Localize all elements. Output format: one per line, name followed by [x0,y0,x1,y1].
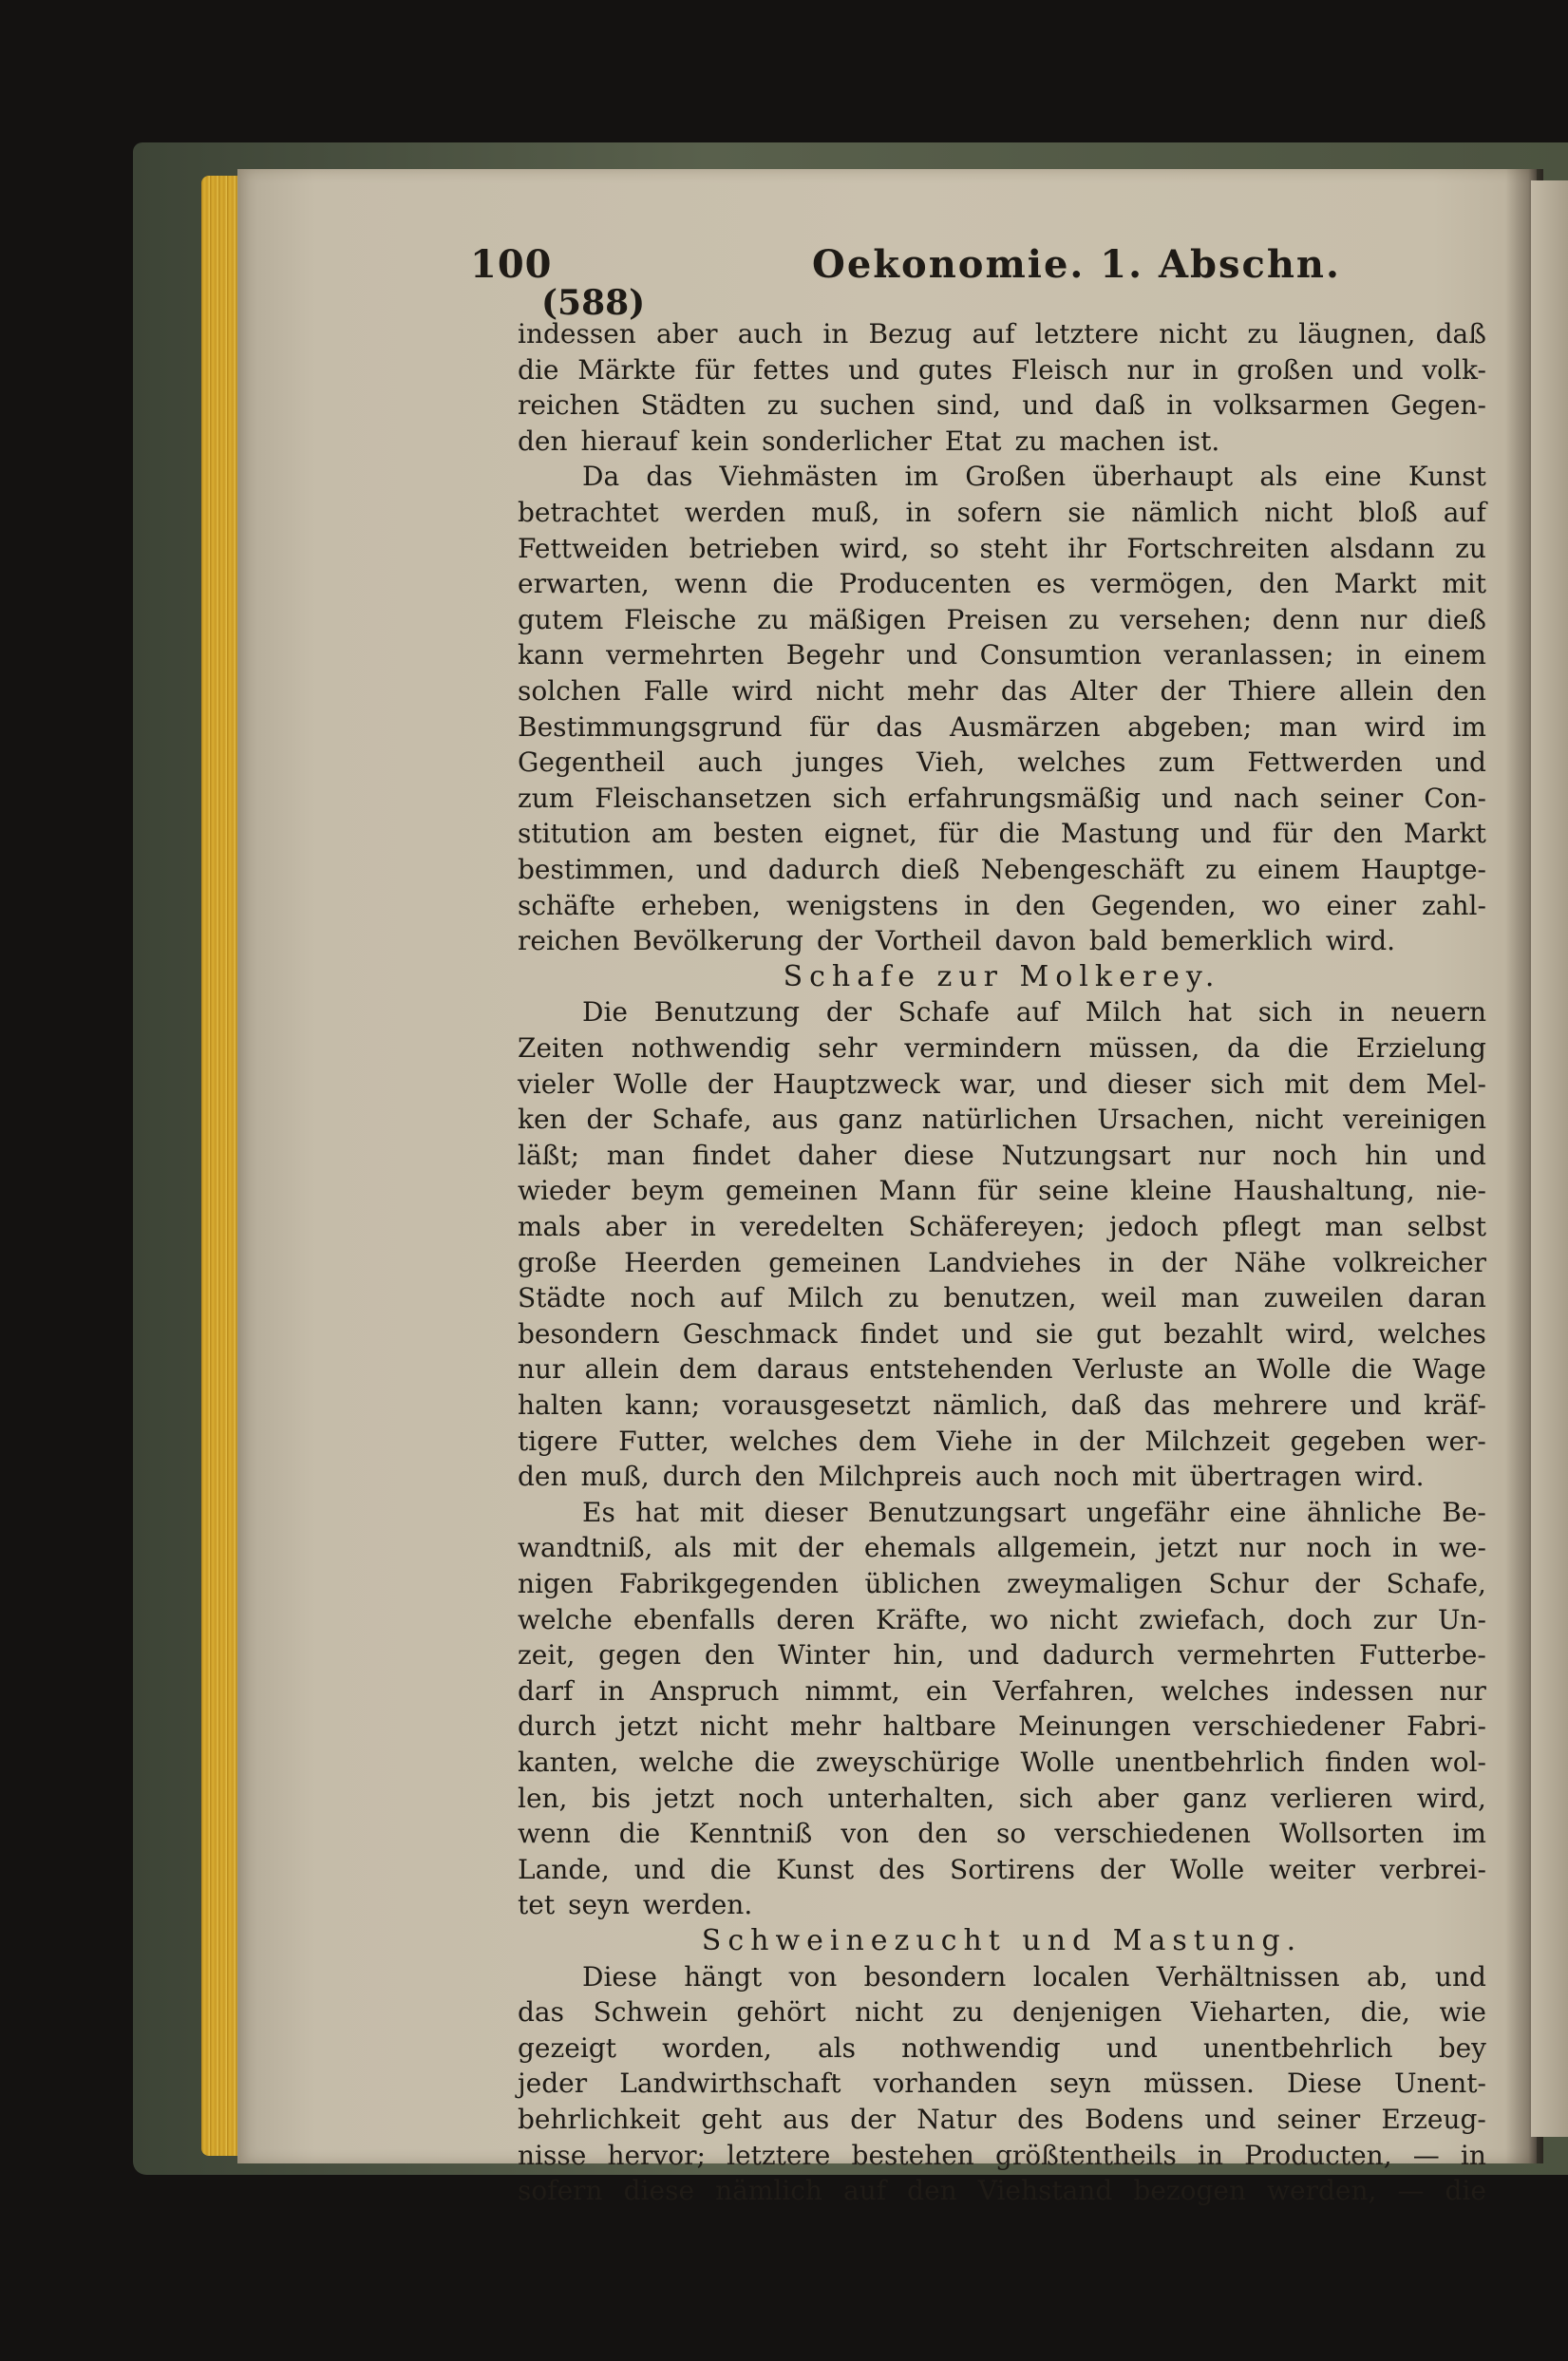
text-line: ken der Schafe, aus ganz natürlichen Ursachen, nicht vereinigen [518,1104,1486,1136]
text-line: betrachtet werden muß, in sofern sie nämlich nicht bloß auf [518,497,1486,528]
text-line: mals aber in veredelten Schäfereyen; jedoch pflegt man selbst [518,1211,1486,1242]
text-line: sofern diese nämlich auf den Viehstand bezogen werden, — die [518,2175,1486,2207]
text-line: kann vermehrten Begehr und Consumtion veranlassen; in einem [518,639,1486,671]
text-line: tigere Futter, welches dem Viehe in der Milchzeit gegeben wer- [518,1425,1486,1457]
text-line: nisse hervor; letztere bestehen größtentheils in Producten, — in [518,2139,1486,2171]
text-line: Fettweiden betrieben wird, so steht ihr Fortschreiten alsdann zu [518,532,1486,564]
text-line: Bestimmungsgrund für das Ausmärzen abgeben; man wird im [518,710,1486,743]
text-line: halten kann; vorausgesetzt nämlich, daß das mehrere und kräf- [518,1389,1486,1421]
text-line: solchen Falle wird nicht mehr das Alter der Thiere allein den [518,675,1486,707]
text-line: den muß, durch den Milchpreis auch noch mit übertragen wird. [518,1461,1425,1493]
signature-mark: (588) [541,283,646,323]
text-line: das Schwein gehört nicht zu denjenigen Vieharten, die, wie [518,1996,1486,2029]
text-line: Lande, und die Kunst des Sortirens der Wolle weiter verbrei- [518,1853,1486,1885]
text-line: reichen Bevölkerung der Vortheil davon bald bemerklich wird. [518,925,1396,957]
text-line: gutem Fleische zu mäßigen Preisen zu versehen; denn nur dieß [518,603,1486,635]
text-line: schäfte erheben, wenigstens in den Gegenden, wo einer zahl- [518,889,1486,921]
text-line: wenn die Kenntniß von den so verschiedenen Wollsorten im [518,1818,1486,1850]
text-line: tet seyn werden. [518,1889,753,1921]
section-heading: Schafe zur Molkerey. [783,959,1221,993]
text-line: durch jetzt nicht mehr haltbare Meinungen verschiedener Fabri- [518,1710,1486,1743]
text-line: Zeiten nothwendig sehr vermindern müssen, da die Erzielung [518,1032,1486,1064]
text-line: wandtniß, als mit der ehemals allgemein, jetzt nur noch in we- [518,1532,1486,1564]
text-line: nur allein dem daraus entstehenden Verluste an Wolle die Wage [518,1353,1486,1386]
paragraph-first-line: Die Benutzung der Schafe auf Milch hat sich in neuern [582,996,1486,1029]
text-line: nigen Fabrikgegenden üblichen zweymaligen Schur der Schafe, [518,1568,1486,1599]
text-line: welche ebenfalls deren Kräfte, wo nicht zwiefach, doch zur Un- [518,1603,1486,1635]
text-line: besondern Geschmack findet und sie gut bezahlt wird, welches [518,1317,1486,1350]
running-head: Oekonomie. 1. Abschn. [812,242,1341,287]
text-line: bestimmen, und dadurch dieß Nebengeschäft zu einem Hauptge- [518,854,1486,885]
text-line: jeder Landwirthschaft vorhanden seyn müssen. Diese Unent- [518,2068,1486,2100]
text-line: indessen aber auch in Bezug auf letztere nicht zu läugnen, daß [518,318,1486,349]
text-line: wieder beym gemeinen Mann für seine kleine Haushaltung, nie- [518,1175,1486,1207]
text-line: darf in Anspruch nimmt, ein Verfahren, welches indessen nur [518,1674,1486,1707]
text-line: reichen Städten zu suchen sind, und daß in volksarmen Gegen- [518,389,1486,422]
page-number: 100 [470,242,553,287]
section-heading: Schweinezucht und Mastung. [701,1924,1303,1957]
text-line: behrlichkeit geht aus der Natur des Bodens und seiner Erzeug- [518,2104,1486,2135]
text-line: die Märkte für fettes und gutes Fleisch nur in großen und volk- [518,353,1486,386]
text-line: Städte noch auf Milch zu benutzen, weil man zuweilen daran [518,1282,1486,1314]
text-line: läßt; man findet daher diese Nutzungsart nur noch hin und [518,1139,1486,1171]
text-line: stitution am besten eignet, für die Mastung und für den Markt [518,818,1486,850]
paragraph-first-line: Es hat mit dieser Benutzungsart ungefähr eine ähnliche Be- [582,1496,1486,1528]
text-line: erwarten, wenn die Producenten es vermögen, den Markt mit [518,568,1486,600]
text-line: gezeigt worden, als nothwendig und unentbehrlich bey [518,2031,1486,2064]
text-line: kanten, welche die zweyschürige Wolle unentbehrlich finden wol- [518,1747,1486,1778]
text-line: len, bis jetzt noch unterhalten, sich aber ganz verlieren wird, [518,1782,1486,1814]
paragraph-first-line: Da das Viehmästen im Großen überhaupt als eine Kunst [582,461,1486,493]
paragraph-first-line: Diese hängt von besondern localen Verhältnissen ab, und [582,1960,1486,1993]
text-line: Gegentheil auch junges Vieh, welches zum Fettwerden und [518,746,1486,779]
text-line: zum Fleischansetzen sich erfahrungsmäßig und nach seiner Con- [518,782,1486,814]
text-line: zeit, gegen den Winter hin, und dadurch vermehrten Futterbe- [518,1639,1486,1672]
text-line: vieler Wolle der Hauptzweck war, und dieser sich mit dem Mel- [518,1067,1486,1100]
text-line: große Heerden gemeinen Landviehes in der Nähe volkreicher [518,1246,1486,1278]
text-line: den hierauf kein sonderlicher Etat zu machen ist. [518,425,1220,457]
